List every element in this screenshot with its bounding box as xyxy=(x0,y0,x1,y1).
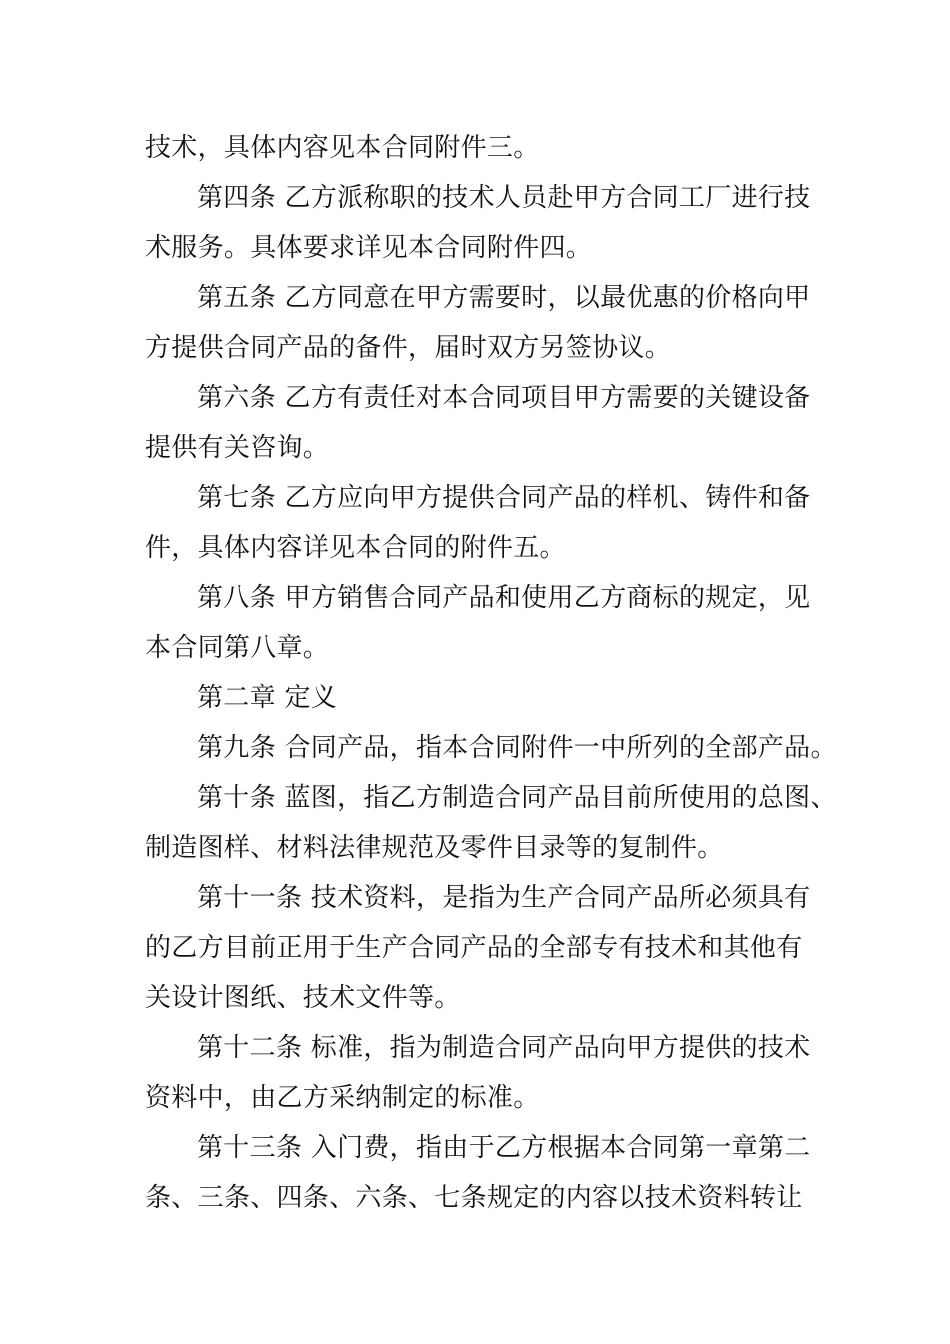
article-7-line-1: 第七条 乙方应向甲方提供合同产品的样机、铸件和备 xyxy=(197,483,811,513)
article-4-line-1: 第四条 乙方派称职的技术人员赴甲方合同工厂进行技 xyxy=(197,183,811,213)
article-11-line-2: 的乙方目前正用于生产合同产品的全部专有技术和其他有 xyxy=(145,933,803,963)
article-5-line-1: 第五条 乙方同意在甲方需要时，以最优惠的价格向甲 xyxy=(197,283,811,313)
chapter-2-heading: 第二章 定义 xyxy=(197,683,338,713)
article-10-line-2: 制造图样、材料法律规范及零件目录等的复制件。 xyxy=(145,833,724,863)
article-13-line-2: 条、三条、四条、六条、七条规定的内容以技术资料转让 xyxy=(145,1183,803,1213)
article-5-line-2: 方提供合同产品的备件，届时双方另签协议。 xyxy=(145,333,672,363)
article-7-line-2: 件，具体内容详见本合同的附件五。 xyxy=(145,533,566,563)
article-11-line-1: 第十一条 技术资料，是指为生产合同产品所必须具有 xyxy=(197,883,811,913)
article-13-line-1: 第十三条 入门费，指由于乙方根据本合同第一章第二 xyxy=(197,1133,811,1163)
article-12-line-1: 第十二条 标准，指为制造合同产品向甲方提供的技术 xyxy=(197,1033,811,1063)
article-8-line-1: 第八条 甲方销售合同产品和使用乙方商标的规定，见 xyxy=(197,583,811,613)
article-11-line-3: 关设计图纸、技术文件等。 xyxy=(145,983,461,1013)
article-4-line-2: 术服务。具体要求详见本合同附件四。 xyxy=(145,233,593,263)
article-10-line-1: 第十条 蓝图，指乙方制造合同产品目前所使用的总图、 xyxy=(197,783,837,813)
text-line-1: 技术，具体内容见本合同附件三。 xyxy=(145,133,540,163)
article-12-line-2: 资料中，由乙方采纳制定的标准。 xyxy=(145,1083,540,1113)
article-9-line-1: 第九条 合同产品，指本合同附件一中所列的全部产品。 xyxy=(197,733,837,763)
article-6-line-1: 第六条 乙方有责任对本合同项目甲方需要的关键设备 xyxy=(197,383,811,413)
article-8-line-2: 本合同第八章。 xyxy=(145,633,330,663)
article-6-line-2: 提供有关咨询。 xyxy=(145,433,330,463)
